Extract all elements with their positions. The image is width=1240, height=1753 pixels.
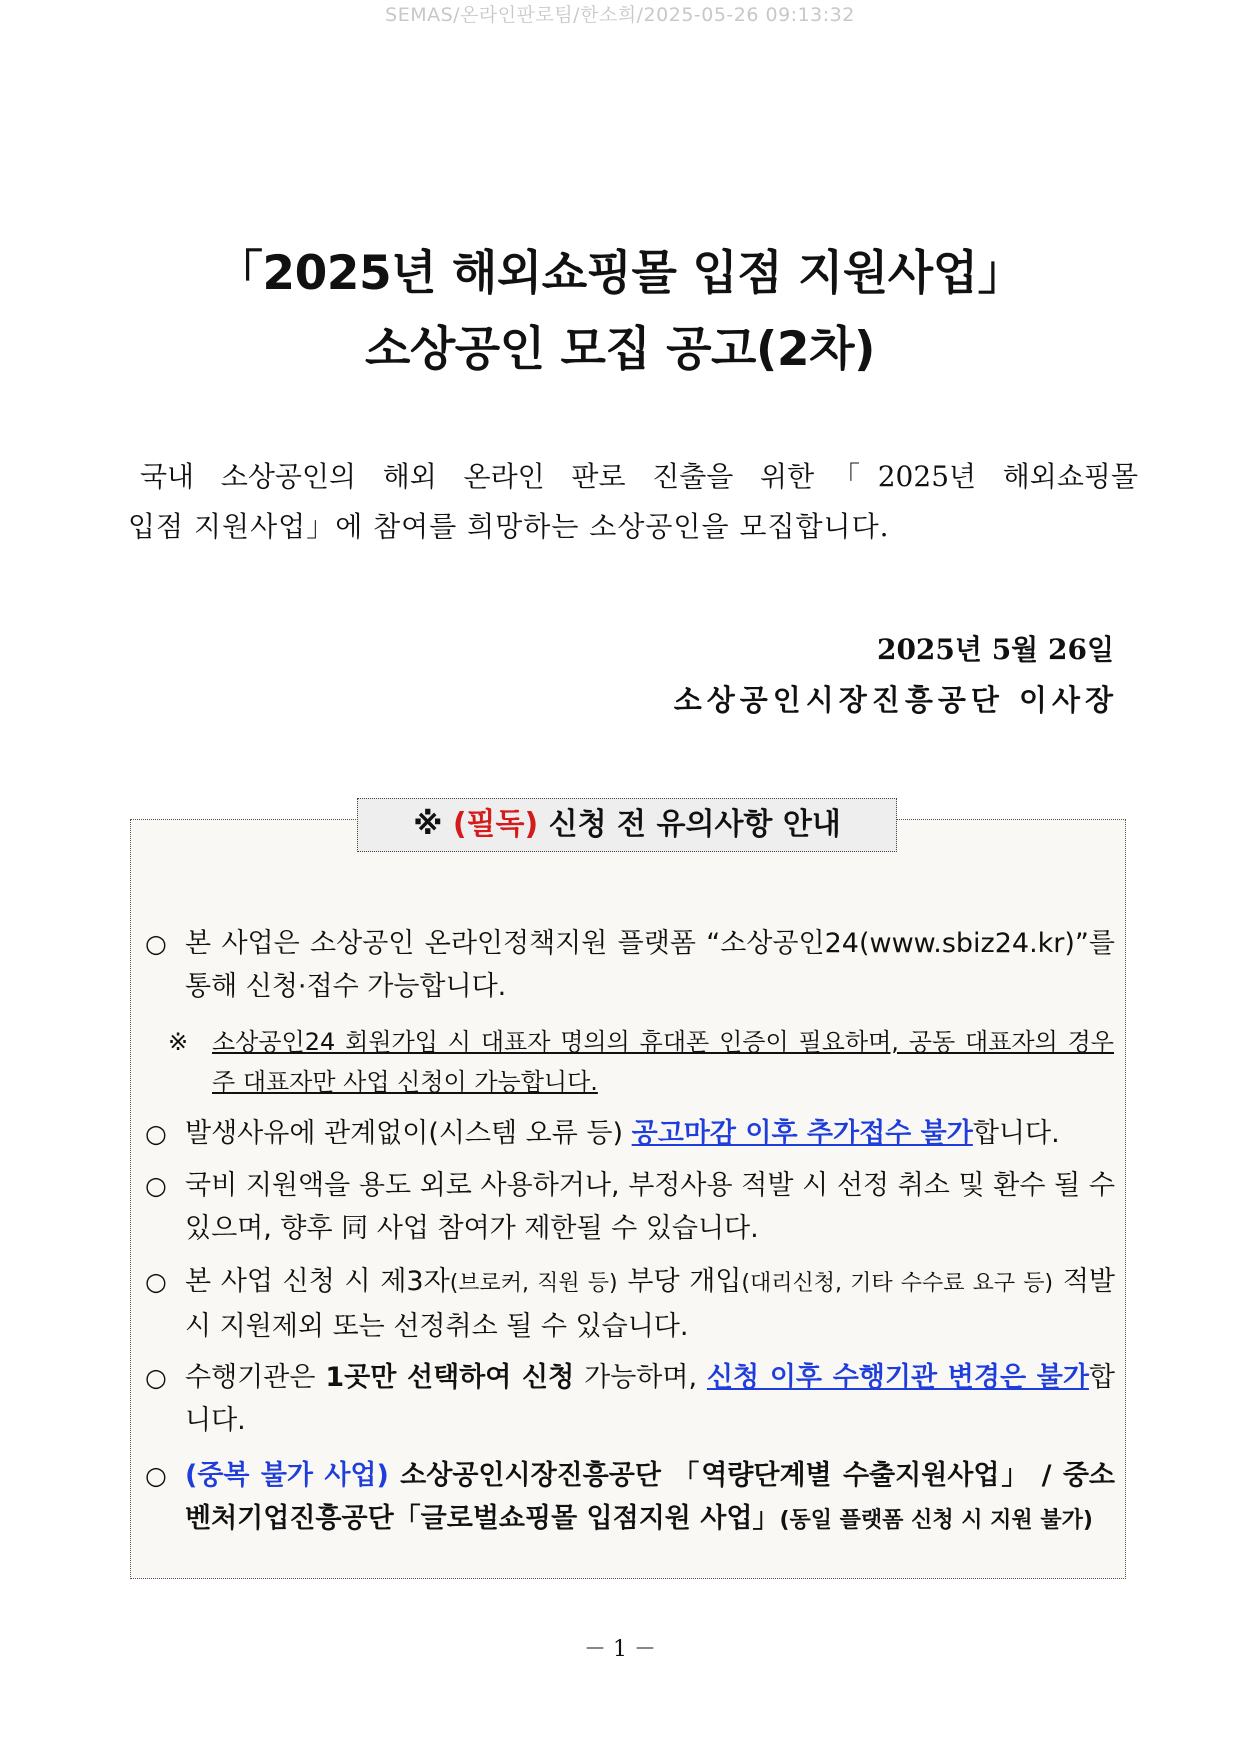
notice-item-text: 본 사업은 소상공인 온라인정책지원 플랫폼 “소상공인24(www.sbiz24.kr)”를 통해 신청·접수 가능합니다. [185, 928, 1115, 1002]
announcement-date: 2025년 5월 26일 [876, 633, 1114, 666]
page-subtitle: 소상공인 모집 공고(2차) [364, 322, 875, 377]
bullet-icon: ○ [145, 1171, 167, 1200]
issuer-name: 소상공인시장진흥공단 이사장 [673, 683, 1118, 717]
bullet-icon: ○ [145, 1363, 167, 1392]
watermark: SEMAS/온라인판로팀/한소희/2025-05-26 09:13:32 [385, 4, 855, 26]
notice-item-2 [145, 1112, 1115, 1155]
notice-item-1 [145, 922, 1115, 1008]
bullet-icon: ○ [145, 1267, 167, 1296]
text-segment: 본 사업 신청 시 제3자 [185, 1266, 450, 1297]
notice-title [357, 798, 897, 852]
bullet-icon: ○ [145, 929, 167, 958]
change-warning: 신청 이후 수행기관 변경은 불가 [706, 1362, 1089, 1393]
notice-item-6 [145, 1454, 1115, 1542]
text-segment: 수행기관은 [185, 1362, 326, 1393]
notice-item-text [185, 1454, 1115, 1542]
text-segment: 가능하며, [574, 1362, 707, 1393]
intro-line-1: 국내 소상공인의 해외 온라인 판로 진출을 위한「2025년 해외쇼핑몰 [140, 460, 1138, 493]
text-segment: 소상공인시장진흥공단 「역량단계별 수출지원사업」 / 중소벤처기업진흥공단「글로벌쇼핑몰 입점지원 사업」 [185, 1460, 1115, 1534]
text-segment: (대리신청, 기타 수수료 요구 등) [741, 1271, 1054, 1296]
text-segment: 적발 시 지원제외 또는 선정취소 될 수 있습니다. [185, 1266, 1115, 1342]
text-segment: 1곳만 선택하여 신청 [325, 1362, 575, 1393]
text-segment: (동일 플랫폼 신청 시 지원 불가) [779, 1508, 1093, 1533]
notice-item-text [185, 1260, 1115, 1348]
intro-line-2: 입점 지원사업」에 참여를 희망하는 소상공인을 모집합니다. [128, 510, 890, 543]
text-segment: (브로커, 직원 등) [449, 1271, 618, 1296]
bullet-icon: ○ [145, 1461, 167, 1490]
intro-paragraph [128, 452, 1138, 552]
notice-subnote [168, 1022, 1114, 1102]
reference-mark-icon: ※ [413, 807, 443, 842]
text-segment: 발생사유에 관계없이(시스템 오류 등) [185, 1118, 632, 1149]
page-number: － 1 － [584, 1637, 656, 1662]
notice-item-4 [145, 1260, 1115, 1348]
notice-subnote-text: 소상공인24 회원가입 시 대표자 명의의 휴대폰 인증이 필요하며, 공동 대표자의 경우 주 대표자만 사업 신청이 가능합니다. [212, 1028, 1114, 1096]
notice-item-text: 국비 지원액을 용도 외로 사용하거나, 부정사용 적발 시 선정 취소 및 환수 될 수 있으며, 향후 同 사업 참여가 제한될 수 있습니다. [185, 1170, 1115, 1244]
bullet-icon: ○ [145, 1119, 167, 1148]
text-segment: 합니다. [185, 1362, 1116, 1436]
must-read-tag: (필독) [452, 807, 539, 842]
text-segment: 합니다. [972, 1118, 1060, 1149]
notice-item-3 [145, 1164, 1115, 1250]
notice-title-text: 신청 전 유의사항 안내 [548, 807, 841, 842]
notice-item-text [185, 1356, 1115, 1442]
reference-mark-icon: ※ [168, 1028, 189, 1056]
duplicate-tag: (중복 불가 사업) [185, 1460, 389, 1491]
deadline-warning: 공고마감 이후 추가접수 불가 [631, 1118, 973, 1149]
text-segment: 부당 개입 [617, 1266, 742, 1297]
notice-item-5 [145, 1356, 1115, 1442]
notice-item-text [185, 1112, 1115, 1155]
page-title: 「2025년 해외쇼핑몰 입점 지원사업」 [215, 246, 1025, 301]
